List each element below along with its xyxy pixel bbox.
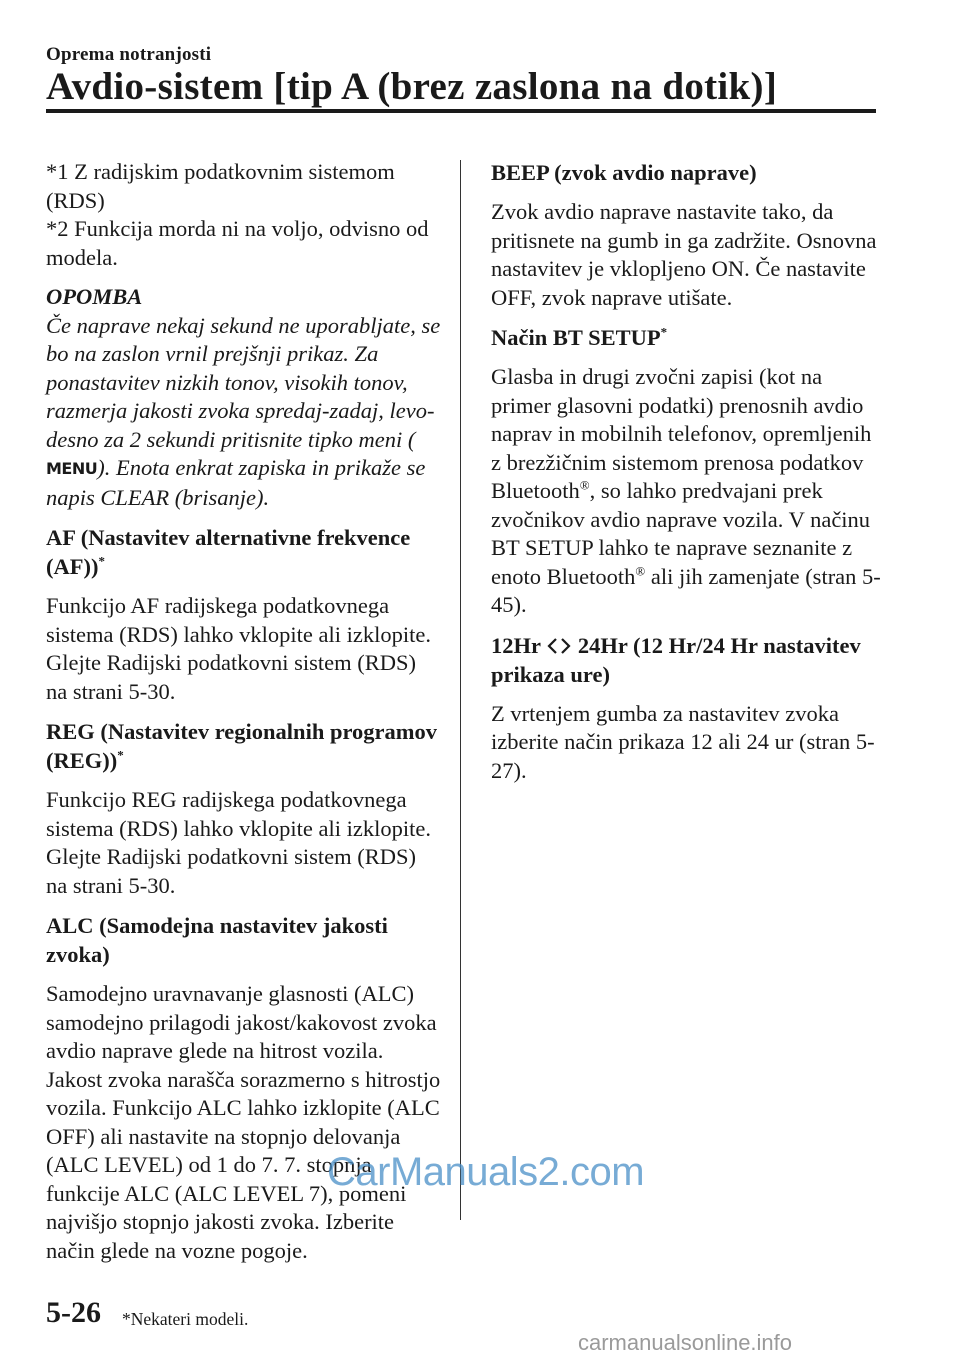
note-text — [46, 312, 441, 513]
watermark: CarManuals2.com — [327, 1150, 645, 1194]
note-text-b: ). Enota enkrat zapiska in prikaže se napis CLEAR (brisanje). — [46, 455, 426, 510]
hour-format-text: Z vrtenjem gumba za nastavitev zvoka izberite način prikaza 12 ali 24 ur (stran 5-27). — [491, 700, 875, 783]
note-text-a: Če naprave nekaj sekund ne uporabljate, se bo na zaslon vrnil prejšnji prikaz. Za ponastavitev nizkih tonov, visokih tonov, razmerja jakosti zvoka spredaj-zadaj, levo-desno za 2 sekundi pritisnite tipko meni ( — [46, 312, 441, 452]
af-footnote-mark: * — [98, 553, 105, 569]
af-heading: AF (Nastavitev alternativne frekvence (AF))* — [46, 525, 411, 579]
reg-heading: REG (Nastavitev regionalnih programov (REG))* — [46, 719, 438, 773]
page-title: Avdio-sistem [tip A (brez zaslona na dotik)] — [46, 65, 778, 108]
chevron-right-icon — [559, 637, 572, 655]
alc-text: Samodejno uravnavanje glasnosti (ALC) samodejno prilagodi jakost/kakovost zvoka avdio naprave glede na hitrost vozila. Jakost zvoka narašča sorazmerno s hitrostjo vozila. Funkcijo ALC lahko izklopite (ALC OFF) ali nastavite na stopnjo delovanja (ALC LEVEL) od 1 do 7. 7. stopnja funkcije ALC (ALC LEVEL 7), pomeni najvišjo stopnjo jakosti zvoka. Izberite način glede na vozne pogoje. — [46, 981, 441, 1263]
footnote-some-models: *Nekateri modeli. — [122, 1309, 249, 1329]
chevron-left-icon — [546, 637, 559, 655]
section-label: Oprema notranjosti — [46, 44, 212, 65]
registered-mark-2: ® — [635, 563, 646, 578]
beep-text: Zvok avdio naprave nastavite tako, da pritisnete na gumb in ga zadržite. Osnovna nastavitev je vklopljeno ON. Če nastavite OFF, zvok naprave utišate. — [491, 199, 877, 310]
registered-mark: ® — [579, 477, 590, 493]
column-divider — [460, 160, 461, 1220]
hour-format-heading: 12Hr 24Hr (12 Hr/24 Hr nastavitev prikaza ure) — [491, 632, 861, 687]
reg-footnote-mark: * — [117, 747, 124, 763]
bt-setup-text: Glasba in drugi zvočni zapisi (kot na primer glasovni podatki) prenosnih avdio naprav in mobilnih telefonov, opremljenih z brezžičnim sistemom prenosa podatkov Bluetooth®, so lahko predvajani prek zvočnikov avdio naprave vozila. V načinu BT SETUP lahko te naprave seznanite z enoto Bluetooth® ali jih zamenjate (stran 5-45). — [491, 364, 881, 617]
footnote-rds: *1 Z radijskim podatkovnim sistemom (RDS) — [46, 159, 395, 213]
bt-setup-heading: Način BT SETUP* — [491, 324, 668, 350]
footer-site-link[interactable]: carmanualsonline.info — [578, 1330, 793, 1355]
af-text: Funkcijo AF radijskega podatkovnega sistema (RDS) lahko vklopite ali izklopite. Glejte Radijski podatkovni sistem (RDS) na strani 5-30. — [46, 593, 431, 704]
bt-footnote-mark: * — [660, 324, 668, 340]
reg-text: Funkcijo REG radijskega podatkovnega sistema (RDS) lahko vklopite ali izklopite. Glejte Radijski podatkovni sistem (RDS) na strani 5-30. — [46, 787, 431, 898]
left-column — [46, 158, 441, 1276]
menu-button-icon: MENU — [46, 459, 98, 478]
right-column — [491, 158, 886, 796]
page-number: 5-26 — [46, 1296, 101, 1329]
beep-heading: BEEP (zvok avdio naprave) — [491, 160, 757, 185]
footnote-model: *2 Funkcija morda ni na voljo, odvisno od modela. — [46, 216, 429, 270]
note-label: OPOMBA — [46, 284, 143, 309]
alc-heading: ALC (Samodejna nastavitev jakosti zvoka) — [46, 913, 388, 967]
title-rule — [46, 109, 876, 113]
